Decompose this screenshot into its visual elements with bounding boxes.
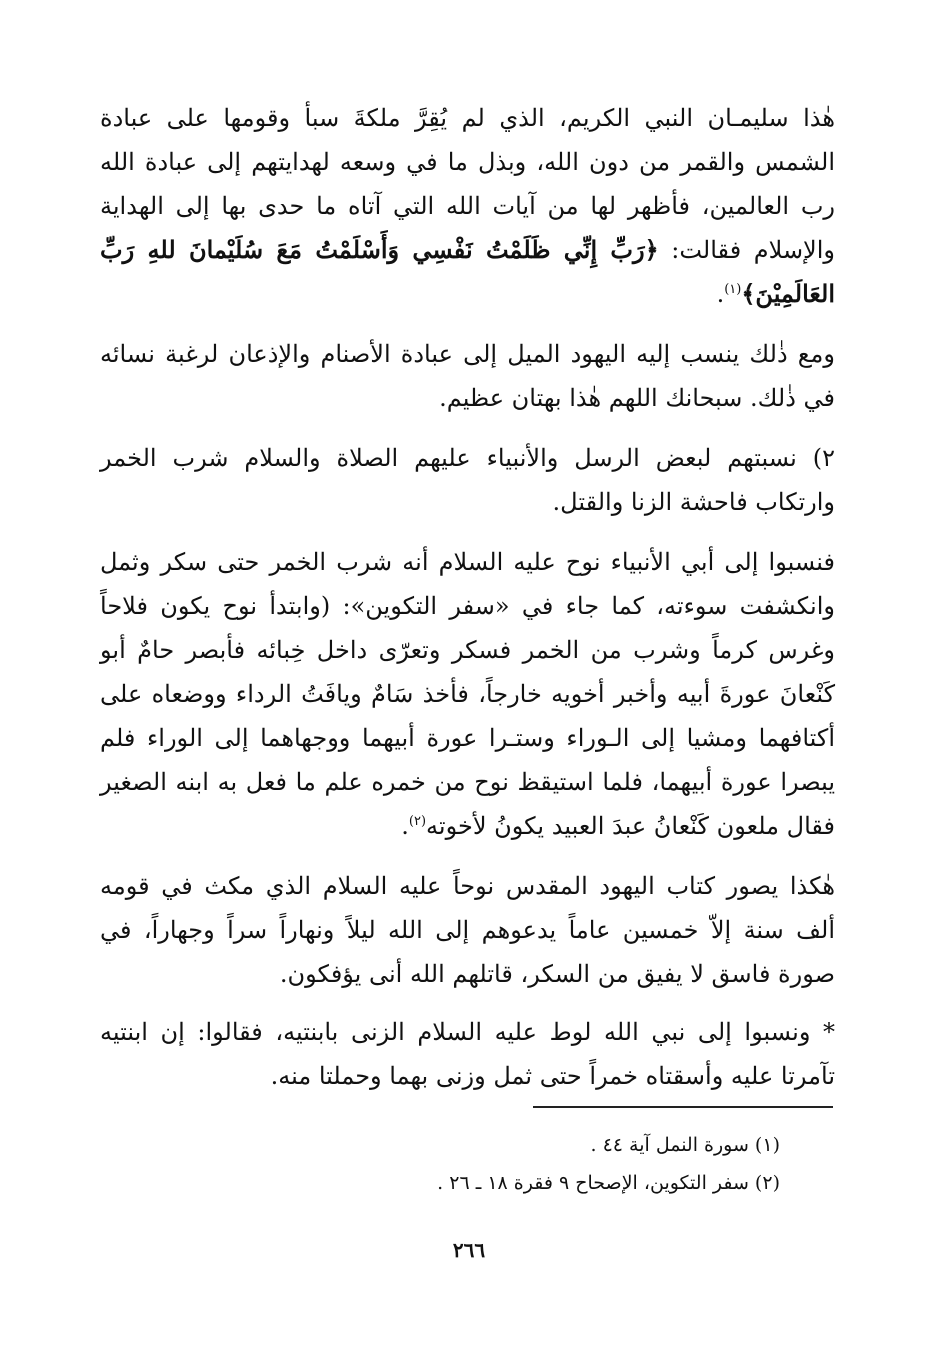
page-number: ٢٦٦ [452,1238,486,1262]
paragraph-end: . [401,812,409,840]
footnote-1: (١) سورة النمل آية ٤٤ . [590,1134,780,1156]
paragraph-end: . [716,280,725,308]
footnote-2: (٢) سفر التكوين، الإصحاح ٩ فقرة ١٨ ـ ٢٦ . [437,1172,780,1194]
paragraph-solomon [100,96,835,316]
paragraph-section-2: ٢) نسبتهم لبعض الرسل والأنبياء عليهم الصلاة والسلام شرب الخمر وارتكاب فاحشة الزنا والقتل. [100,444,835,516]
paragraph-text: هٰذا سليمـان النبي الكريم، الذي لم يُقِرَّ ملكةَ سبأ وقومها على عبادة الشمس والقمر من دون الله، وبذل ما في وسعه لهدايتهم إلى عبادة الله رب العالمين، فأظهر لها من آيات الله التي آتاه ما حدى بها إلى الهداية والإسلام فقالت: [100,104,836,264]
footnote-ref: (١) [724,282,742,297]
footnote-ref: (٢) [408,814,427,829]
paragraph-idolatry-claim: ومع ذٰلك ينسب إليه اليهود الميل إلى عبادة الأصنام والإذعان لرغبة نسائه في ذٰلك. سبحانك اللهم هٰذا بهتان عظيم. [100,340,835,412]
quran-quote: ﴿رَبِّ إِنِّي ظَلَمْتُ نَفْسِي وَأَسْلَمْتُ مَعَ سُلَيْمانَ للهِ رَبِّ العَالَمِيْنَ﴾ [100,235,835,308]
paragraph-text: فنسبوا إلى أبي الأنبياء نوح عليه السلام أنه شرب الخمر حتى سكر وثمل وانكشفت سوءته، كما جاء في «سفر التكوين»: (وابتدأ نوح يكون فلاحاً وغرس كرماً وشرب من الخمر فسكر وتعرّى داخل خِبائه فأبصر حامٌ أبو كَنْعانَ عورةَ أبيه وأخبر أخويه خارجاً، فأخذ سَامٌ ويافَتُ الرداء ووضعاه على أكتافهما ومشيا إلى الـوراء وستـرا عورة أبيهما ووجهاهما إلى الوراء فلم يبصرا عورة أبيهما، فلما استيقظ نوح من خمره علم ما فعل به ابنه الصغير فقال ملعون كَنْعانُ عبدَ العبيد يكونُ لأخوته [100,548,835,840]
footnotes [100,1126,780,1202]
paragraph-noah-commentary: هٰكذا يصور كتاب اليهود المقدس نوحاً عليه السلام الذي مكث في قومه ألف سنة إلاّ خمسين عاماً يدعوهم إلى الله ليلاً ونهاراً سراً وجهاراً، في صورة فاسق لا يفيق من السكر، قاتلهم الله أنى يؤفكون. [100,872,835,988]
main-text [100,96,835,1114]
footnote-divider [533,1106,833,1108]
paragraph-noah [100,540,835,848]
paragraph-lot: * ونسبوا إلى نبي الله لوط عليه السلام الزنى بابنتيه، فقالوا: إن ابنتيه تآمرتا عليه وأسقتاه خمراً حتى ثمل وزنى بهما وحملتا منه. [100,1018,835,1090]
